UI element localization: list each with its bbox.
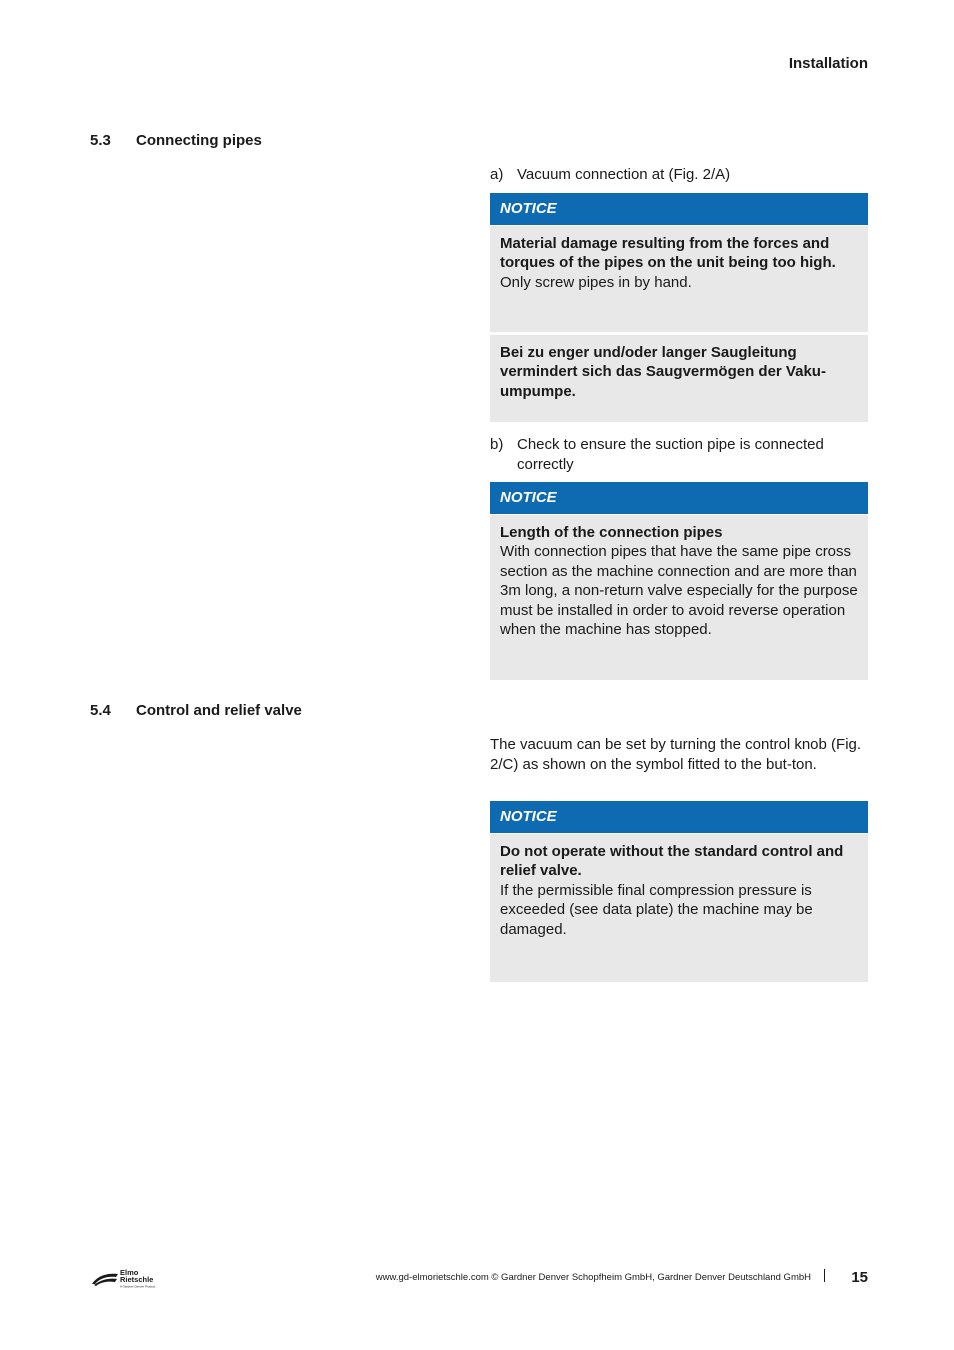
section-heading-5-4	[90, 702, 302, 719]
list-text: Check to ensure the suction pipe is connected correctly	[517, 436, 824, 473]
list-item-b	[490, 435, 868, 474]
logo-tagline: A Gardner Denver Product	[120, 1284, 156, 1289]
list-marker: b)	[490, 436, 504, 453]
page-number: 15	[851, 1269, 868, 1286]
notice-text: Only screw pipes in by hand.	[500, 273, 692, 291]
section-number: 5.3	[90, 132, 111, 149]
footer-separator	[824, 1269, 825, 1282]
section-title: Control and relief valve	[136, 702, 302, 719]
notice-body-german	[490, 335, 868, 422]
section-title: Connecting pipes	[136, 132, 262, 149]
notice-heading: Do not operate without the standard control and relief valve.	[500, 843, 844, 880]
elmo-rietschle-logo	[90, 1266, 168, 1290]
section-heading-5-3	[90, 132, 262, 149]
logo-line-1: Elmo	[120, 1268, 139, 1277]
notice-bar	[490, 193, 868, 225]
running-title: Installation	[788, 55, 868, 72]
notice-body	[490, 834, 868, 982]
notice-heading: Material damage resulting from the forces and torques of the pipes on the unit being too high.	[500, 235, 836, 272]
list-text: Vacuum connection at (Fig. 2/A)	[517, 166, 731, 183]
notice-text: If the permissible final compression pressure is exceeded (see data plate) the machine may be damaged.	[500, 881, 813, 938]
notice-label: NOTICE	[500, 200, 557, 217]
footer-copyright	[376, 1272, 811, 1283]
logo-line-2: Rietschle	[120, 1275, 154, 1284]
notice-heading: Bei zu enger und/oder langer Saugleitung vermindert sich das Saugvermögen der Vaku-umpumpe.	[500, 344, 826, 400]
notice-body	[490, 226, 868, 332]
footer-copyright-text: © Gardner Denver Schopfheim GmbH, Gardner Denver Deutschland GmbH	[488, 1272, 811, 1283]
notice-text: With connection pipes that have the same pipe cross section as the machine connection and are more than 3m long, a non-return valve especially for the purpose must be installed in order to avoid reverse operation when the machine has stopped.	[500, 543, 858, 639]
body-paragraph: The vacuum can be set by turning the control knob (Fig. 2/C) as shown on the symbol fitted to the but-ton.	[490, 736, 862, 773]
notice-body	[490, 515, 868, 680]
list-marker: a)	[490, 166, 504, 183]
notice-label: NOTICE	[500, 808, 557, 825]
section-number: 5.4	[90, 702, 111, 719]
list-item-a	[490, 165, 868, 185]
footer-url[interactable]: www.gd-elmorietschle.com	[375, 1272, 489, 1283]
notice-heading: Length of the connection pipes	[500, 524, 723, 541]
notice-label: NOTICE	[500, 489, 557, 506]
notice-bar	[490, 482, 868, 514]
notice-bar	[490, 801, 868, 833]
